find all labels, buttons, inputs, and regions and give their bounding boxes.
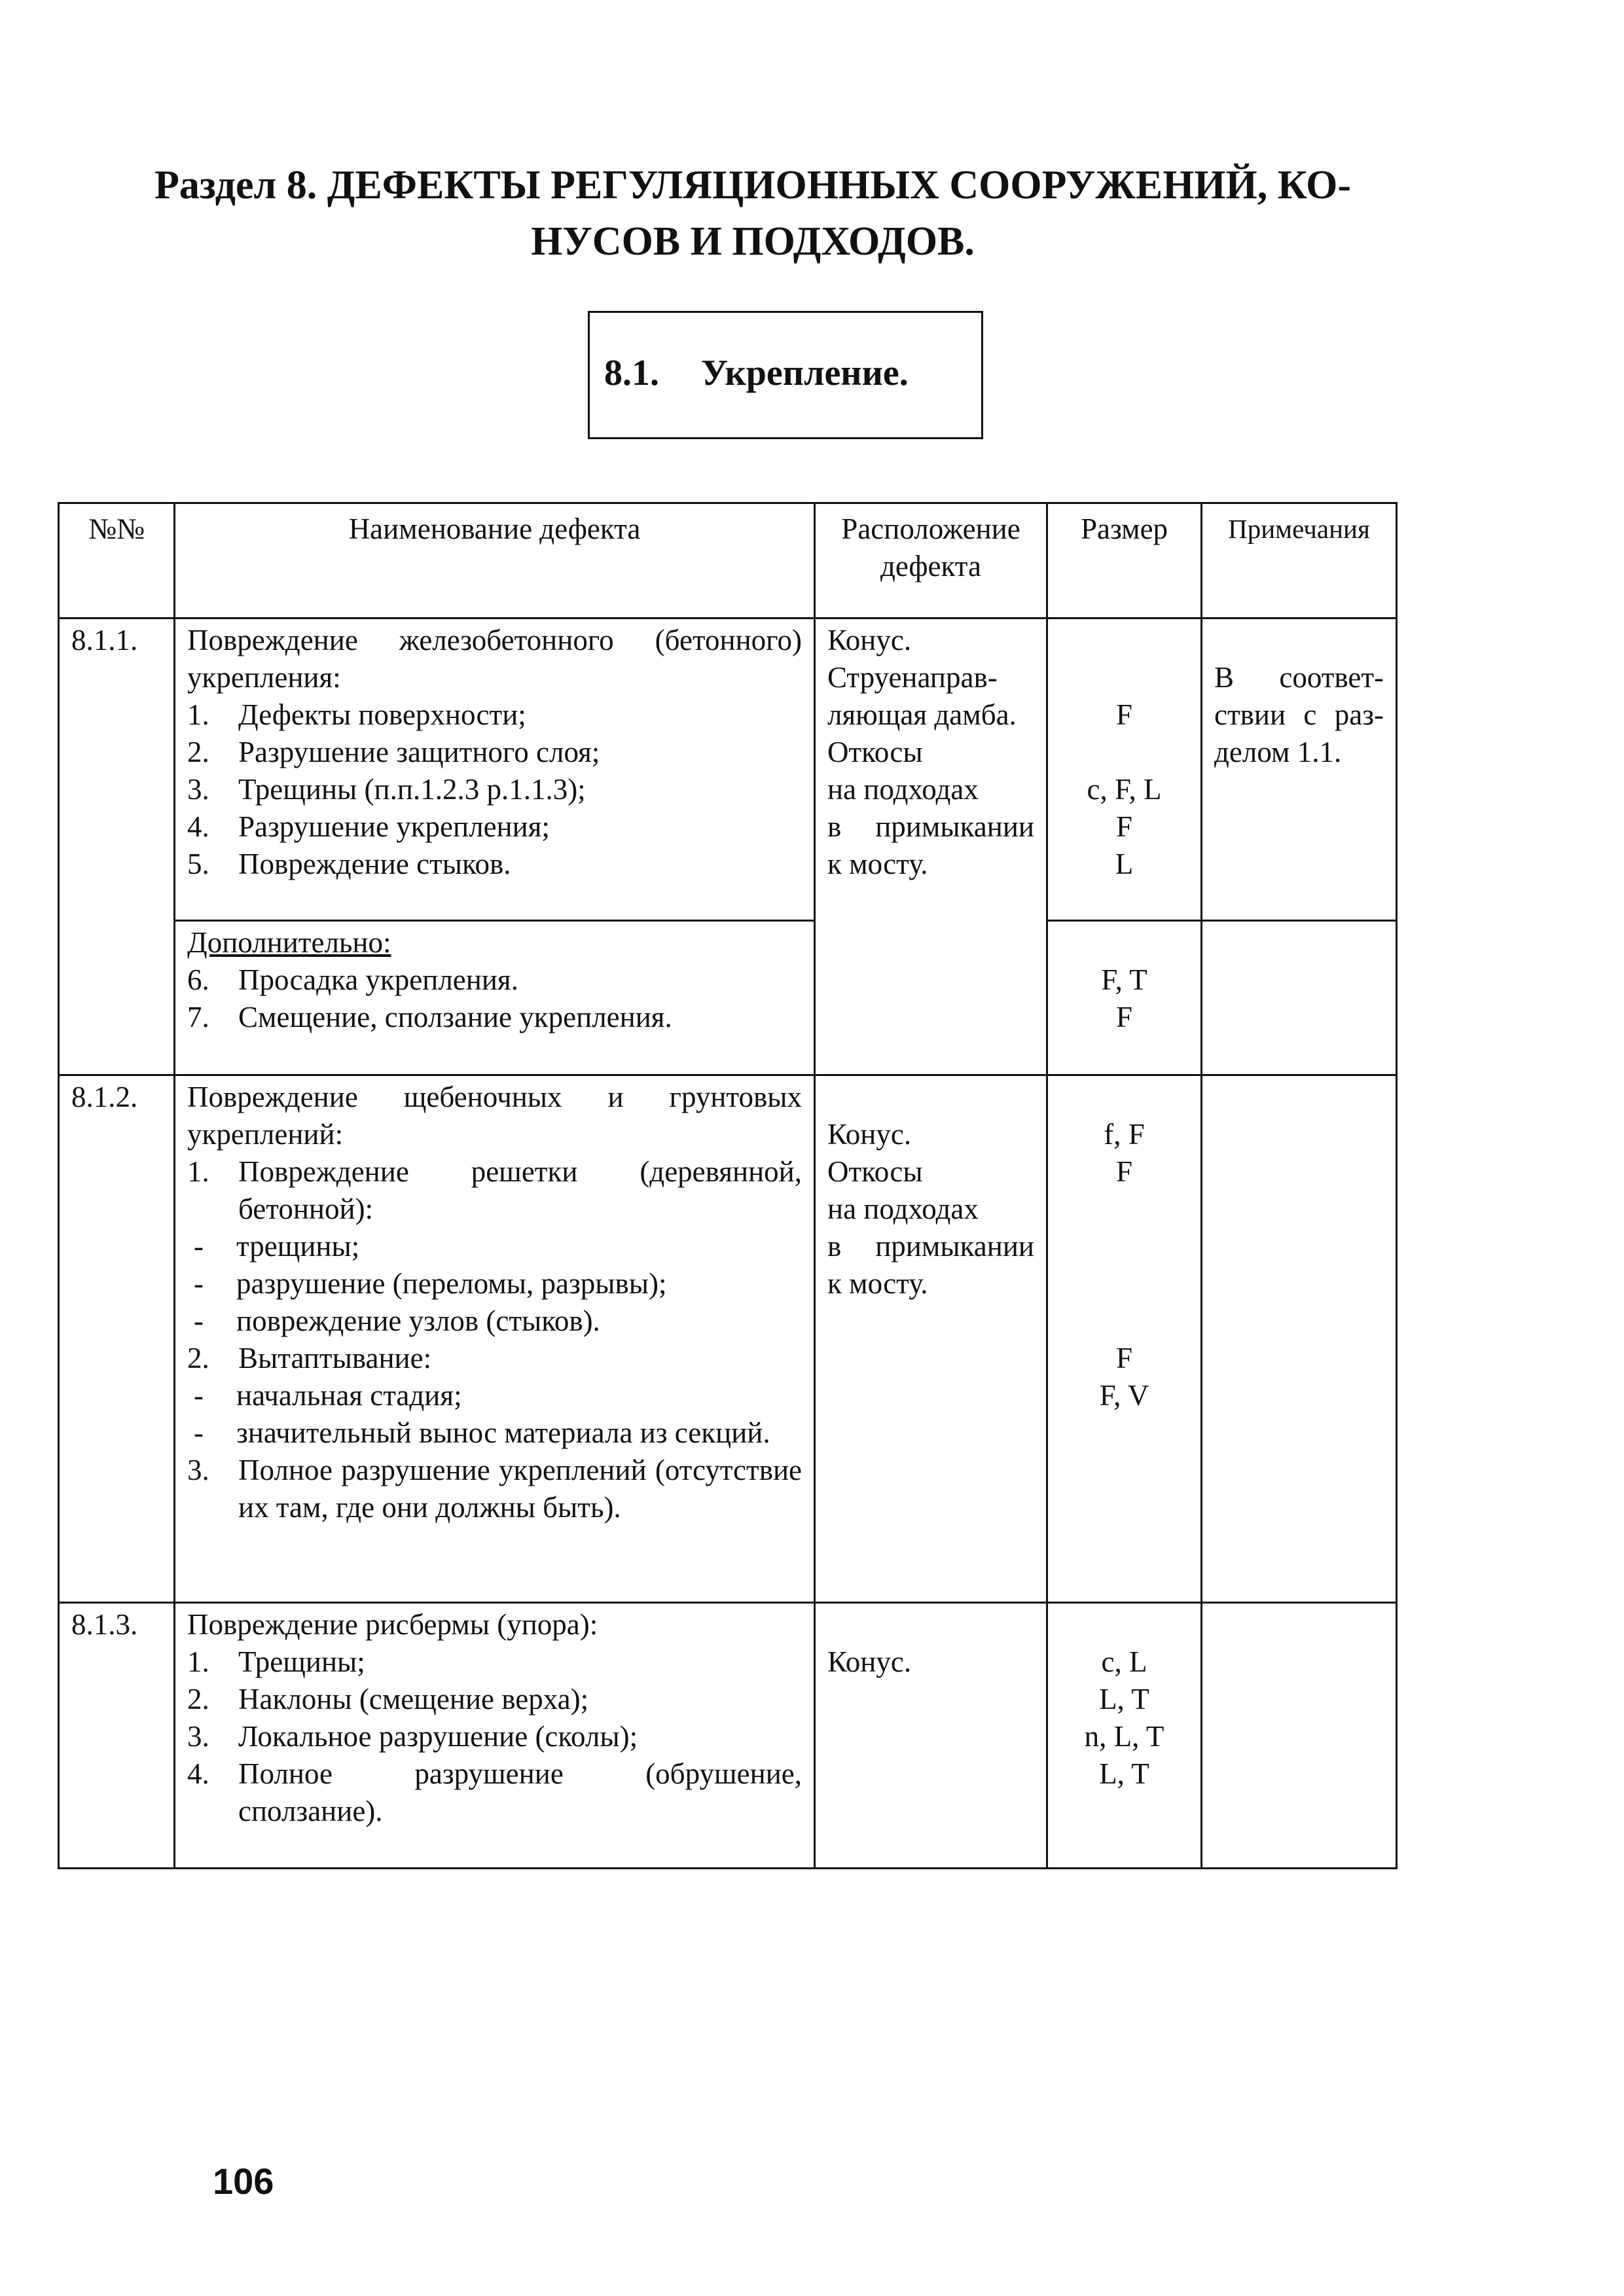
- page-number: 106: [213, 2161, 274, 2202]
- defect-list: [187, 1153, 802, 1526]
- list-item: 4. Разрушение укрепления;: [187, 810, 550, 843]
- table-row: [59, 619, 1397, 921]
- defect-list: [187, 1643, 802, 1830]
- header-notes: Примечания: [1202, 503, 1397, 619]
- list-item: 5. Повреждение стыков.: [187, 848, 511, 880]
- header-location: Расположение дефекта: [815, 503, 1047, 619]
- defect-intro: Повреждение рисбермы (упора):: [187, 1608, 598, 1641]
- defect-size-cell: c, L L, T n, L, T L, T: [1047, 1603, 1202, 1869]
- defect-location-cell: Конус.: [815, 1603, 1047, 1869]
- defect-note-cell: [1202, 1075, 1397, 1603]
- defect-size-cell: F c, F, L F L: [1047, 619, 1202, 921]
- list-item: 2. Разрушение защитного слоя;: [187, 736, 600, 768]
- defect-list: [187, 961, 802, 1036]
- list-item: 3. Локальное разрушение (сколы);: [187, 1720, 638, 1753]
- list-item: 6. Просадка укрепления.: [187, 963, 518, 996]
- list-item: 1. Трещины;: [187, 1645, 365, 1678]
- defect-location-cell: Конус. Откосы на подходах в примыкании к мосту.: [815, 1075, 1047, 1603]
- defect-location-cell: Конус. Струенаправ- ляющая дамба. Откосы на подходах в примыкании к мосту.: [815, 619, 1047, 1075]
- defect-note-cell: [1202, 921, 1397, 1075]
- list-item: 4. Полное разрушение (обрушение, сползание).: [187, 1757, 802, 1827]
- row-number: 8.1.2.: [59, 1075, 175, 1603]
- defect-name-cell: [175, 921, 815, 1075]
- section-title: [98, 157, 1407, 270]
- list-item: - трещины;: [194, 1230, 360, 1263]
- list-item: - повреждение узлов (стыков).: [194, 1304, 600, 1337]
- table-row: [59, 1603, 1397, 1869]
- section-title-line2: НУСОВ И ПОДХОДОВ.: [531, 219, 975, 264]
- defects-table: [58, 502, 1398, 1869]
- table-header-row: [59, 503, 1397, 619]
- subsection-box: [588, 311, 983, 439]
- extra-label: Дополнительно:: [187, 926, 391, 959]
- header-num: №№: [59, 503, 175, 619]
- defect-note-cell: [1202, 619, 1397, 921]
- list-item: 2. Наклоны (смещение верха);: [187, 1683, 589, 1715]
- defect-list: [187, 696, 802, 883]
- list-item: 2. Вытаптывание: - начальная стадия; - значительный вынос материала из секций.: [187, 1340, 802, 1452]
- table-row: [59, 1075, 1397, 1603]
- list-item: - начальная стадия;: [194, 1379, 462, 1412]
- defect-name-cell: [175, 1075, 815, 1603]
- header-size: Размер: [1047, 503, 1202, 619]
- defect-note: В соответ-ствии с раз-делом 1.1.: [1214, 661, 1384, 768]
- list-item: - значительный вынос материала из секций.: [194, 1416, 770, 1449]
- row-number: 8.1.3.: [59, 1603, 175, 1869]
- subsection-title: Укрепление.: [701, 353, 909, 393]
- defect-note-cell: [1202, 1603, 1397, 1869]
- row-number: 8.1.1.: [59, 619, 175, 1075]
- defect-intro: Повреждение щебеночных и грунтовых укреплений:: [187, 1081, 802, 1151]
- defect-size-cell: F, T F: [1047, 921, 1202, 1075]
- header-name: Наименование дефекта: [175, 503, 815, 619]
- list-item: 1. Дефекты поверхности;: [187, 698, 526, 731]
- subsection-number: 8.1.: [604, 353, 659, 393]
- defect-intro: Повреждение железобетонного (бетонного) укрепления:: [187, 624, 802, 694]
- list-item: 7. Смещение, сползание укрепления.: [187, 1001, 672, 1033]
- list-item: 3. Трещины (п.п.1.2.3 р.1.1.3);: [187, 773, 586, 806]
- defect-name-cell: [175, 619, 815, 921]
- list-item: 1. Повреждение решетки (деревянной, бетонной): - трещины; - разрушение (переломы, разрывы); - повреждение узлов (стыков).: [187, 1153, 802, 1340]
- section-title-line1: Раздел 8. ДЕФЕКТЫ РЕГУЛЯЦИОННЫХ СООРУЖЕНИЙ, КО-: [154, 163, 1352, 207]
- table-row: [59, 921, 1397, 1075]
- defect-name-cell: [175, 1603, 815, 1869]
- list-item: - разрушение (переломы, разрывы);: [194, 1267, 667, 1300]
- list-item: 3. Полное разрушение укреплений (отсутствие их там, где они должны быть).: [187, 1454, 802, 1524]
- defect-size-cell: f, F F F F, V: [1047, 1075, 1202, 1603]
